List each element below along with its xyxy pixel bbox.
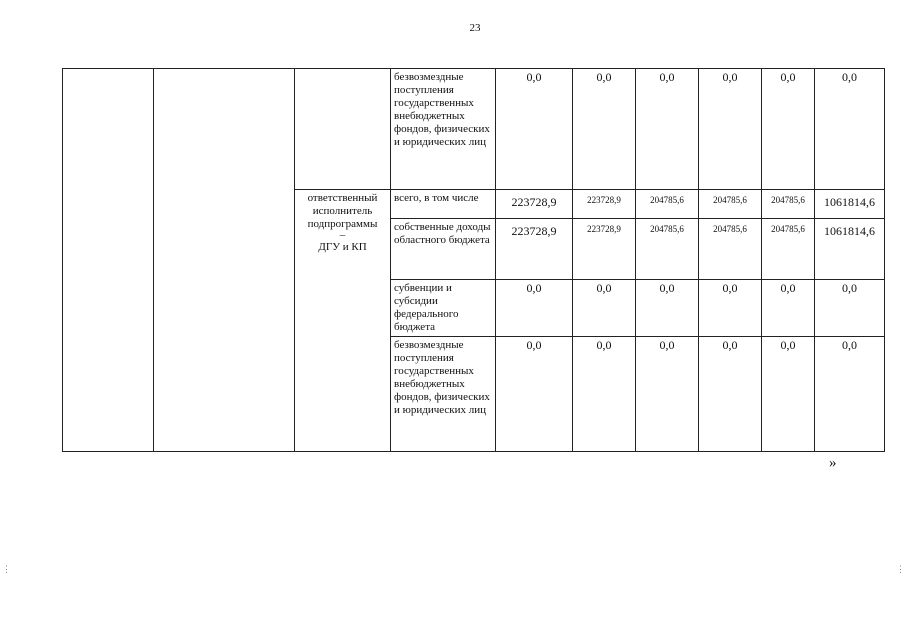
value-cell: 0,0 bbox=[496, 69, 573, 190]
edge-mark-left: ⋮ bbox=[2, 564, 11, 574]
value-cell: 0,0 bbox=[762, 69, 815, 190]
value-cell: 204785,6 bbox=[762, 219, 815, 280]
value-cell: 223728,9 bbox=[496, 219, 573, 280]
value-cell: 223728,9 bbox=[496, 190, 573, 219]
empty-cell bbox=[63, 69, 154, 452]
value-cell: 204785,6 bbox=[699, 219, 762, 280]
value-cell: 0,0 bbox=[815, 280, 885, 337]
value-cell: 204785,6 bbox=[636, 190, 699, 219]
row-description: собственные доходы областного бюджета bbox=[391, 219, 496, 280]
row-description: субвенции и субсидии федерального бюджета bbox=[391, 280, 496, 337]
value-cell: 0,0 bbox=[815, 69, 885, 190]
responsible-executor-cell bbox=[295, 190, 391, 452]
empty-cell bbox=[295, 69, 391, 190]
value-cell: 0,0 bbox=[762, 337, 815, 452]
edge-mark-right: ⋮ bbox=[896, 564, 905, 574]
row-description: безвозмездные поступления государственных внебюджетных фондов, физических и юридических лиц bbox=[391, 337, 496, 452]
value-cell: 0,0 bbox=[636, 337, 699, 452]
row-description: безвозмездные поступления государственных внебюджетных фондов, физических и юридических лиц bbox=[391, 69, 496, 190]
value-cell: 1061814,6 bbox=[815, 219, 885, 280]
value-cell: 223728,9 bbox=[573, 219, 636, 280]
value-cell: 0,0 bbox=[496, 280, 573, 337]
responsible-org: ДГУ и КП bbox=[318, 241, 367, 253]
responsible-dash: – bbox=[339, 229, 346, 241]
page-number: 23 bbox=[469, 22, 481, 34]
value-cell: 223728,9 bbox=[573, 190, 636, 219]
value-cell: 0,0 bbox=[573, 69, 636, 190]
value-cell: 0,0 bbox=[636, 280, 699, 337]
value-cell: 204785,6 bbox=[636, 219, 699, 280]
value-cell: 0,0 bbox=[699, 280, 762, 337]
value-cell: 0,0 bbox=[699, 337, 762, 452]
budget-table bbox=[62, 68, 885, 452]
table-row bbox=[63, 69, 885, 190]
value-cell: 0,0 bbox=[573, 280, 636, 337]
value-cell: 0,0 bbox=[699, 69, 762, 190]
value-cell: 0,0 bbox=[573, 337, 636, 452]
value-cell: 204785,6 bbox=[762, 190, 815, 219]
responsible-label: ответственный исполнитель подпрограммы bbox=[307, 192, 378, 230]
closing-quote: » bbox=[829, 455, 837, 471]
value-cell: 0,0 bbox=[636, 69, 699, 190]
value-cell: 0,0 bbox=[815, 337, 885, 452]
value-cell: 1061814,6 bbox=[815, 190, 885, 219]
row-description: всего, в том числе bbox=[391, 190, 496, 219]
value-cell: 204785,6 bbox=[699, 190, 762, 219]
empty-cell bbox=[154, 69, 295, 452]
value-cell: 0,0 bbox=[496, 337, 573, 452]
value-cell: 0,0 bbox=[762, 280, 815, 337]
